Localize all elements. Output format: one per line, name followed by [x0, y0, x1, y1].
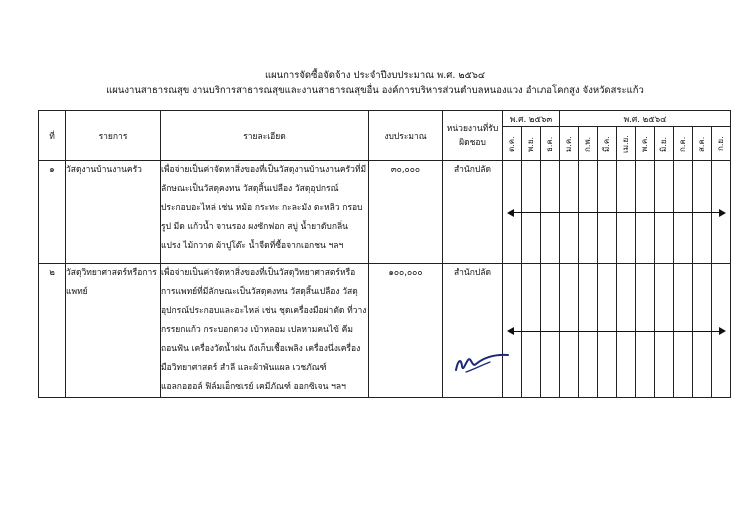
month-header: ต.ค. — [503, 127, 522, 161]
handwritten-signature — [452, 346, 512, 376]
table-row — [39, 264, 731, 398]
procurement-plan-table — [38, 110, 731, 398]
month-header: มี.ค. — [598, 127, 617, 161]
header-year-2564: พ.ศ. ๒๕๖๔ — [560, 111, 731, 127]
timeline-arrow — [509, 212, 724, 213]
month-header: มิ.ย. — [655, 127, 674, 161]
item-detail: เพื่อจ่ายเป็นค่าจัดหาสิ่งของที่เป็นวัสดุงานบ้านงานครัวที่มีลักษณะเป็นวัสดุคงทน วัสดุสิ้นเปลือง วัสดุอุปกรณ์ประกอบอะไหล่ เช่น หม้อ กระทะ กะละมัง ตะหลิว กรอบรูป มีด แก้วน้ำ จานรอง ผงซักฟอก สบู่ น้ำยาดับกลิ่น แปรง ไม้กวาด ผ้าปูโต๊ะ น้ำจืดที่ซื้อจากเอกชน ฯลฯ — [161, 161, 369, 264]
table-row — [39, 161, 731, 264]
item-detail: เพื่อจ่ายเป็นค่าจัดหาสิ่งของที่เป็นวัสดุวิทยาศาสตร์หรือการแพทย์ที่มีลักษณะเป็นวัสดุคงทน วัสดุสิ้นเปลือง วัสดุอุปกรณ์ประกอบและอะไหล่ เช่น ชุดเครื่องมือผ่าตัด ที่วางกรรยกแก้ว กระบอกตวง เบ้าหลอม เปลหามคนไข้ คีมถอนฟัน เครื่องวัดน้ำฝน ถังเก็บเชื้อเพลิง เครื่องนึ่งเครื่องมือวิทยาศาสตร์ สำลี และผ้าพันแผล เวชภัณฑ์ แอลกอฮอล์ ฟิล์มเอ็กซเรย์ เคมีภัณฑ์ ออกซิเจน ฯลฯ — [161, 264, 369, 398]
timeline-arrow — [509, 331, 724, 332]
timeline-cell — [503, 161, 731, 264]
header-responsible-unit: หน่วยงานที่รับผิดชอบ — [443, 111, 503, 161]
month-header: พ.ย. — [522, 127, 541, 161]
month-header: เม.ย. — [617, 127, 636, 161]
document-subtitle: แผนงานสาธารณสุข งานบริการสาธารณสุขและงานสาธารณสุขอื่น องค์การบริหารส่วนตำบลหนองแวง อำเภอโคกสูง จังหวัดสระแก้ว — [106, 85, 644, 96]
budget-amount: ๑๐๐,๐๐๐ — [369, 264, 443, 398]
document-title: แผนการจัดซื้อจัดจ้าง ประจำปีงบประมาณ พ.ศ. ๒๕๖๔ — [264, 70, 486, 81]
month-header: ก.ย. — [712, 127, 731, 161]
month-header: ธ.ค. — [541, 127, 560, 161]
item-name: วัสดุงานบ้านงานครัว — [66, 161, 161, 264]
header-item: รายการ — [66, 111, 161, 161]
month-header: ส.ค. — [693, 127, 712, 161]
item-name: วัสดุวิทยาศาสตร์หรือการแพทย์ — [66, 264, 161, 398]
month-header: ก.พ. — [579, 127, 598, 161]
row-number: ๒ — [39, 264, 66, 398]
month-header: ม.ค. — [560, 127, 579, 161]
month-header: พ.ค. — [636, 127, 655, 161]
responsible-unit: สำนักปลัด — [443, 264, 503, 398]
row-number: ๑ — [39, 161, 66, 264]
header-budget: งบประมาณ — [369, 111, 443, 161]
responsible-unit: สำนักปลัด — [443, 161, 503, 264]
header-no: ที่ — [39, 111, 66, 161]
header-detail: รายละเอียด — [161, 111, 369, 161]
header-year-2563: พ.ศ. ๒๕๖๓ — [503, 111, 560, 127]
timeline-cell — [503, 264, 731, 398]
budget-amount: ๓๐,๐๐๐ — [369, 161, 443, 264]
month-header: ก.ค. — [674, 127, 693, 161]
